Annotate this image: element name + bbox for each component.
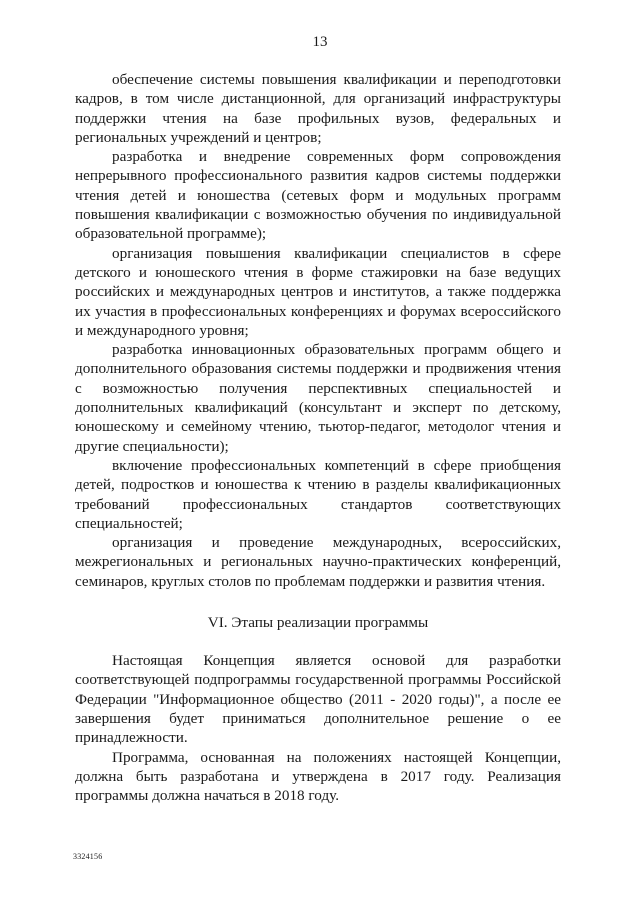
paragraph: разработка инновационных образовательных программ общего и дополнительного образования системы поддержки и продвижения чтения с возможностью получения перспективных специальностей и дополнительных квалификаций (консультант и эксперт по детскому, юношескому и семейному чтению, тьютор-педагог, методолог чтения и другие специальности);: [75, 341, 561, 455]
paragraph: включение профессиональных компетенций в сфере приобщения детей, подростков и юношества к чтению в разделы квалификационных требований профессиональных стандартов соответствующих специальностей;: [75, 456, 561, 532]
paragraph: обеспечение системы повышения квалификации и переподготовки кадров, в том числе дистанционной, для организаций инфраструктуры поддержки чтения на базе профильных вузов, федеральных и региональных учреждений и центров;: [75, 71, 561, 146]
document-body: [75, 70, 561, 805]
document-code: 3324156: [73, 852, 103, 861]
paragraph: Настоящая Концепция является основой для разработки соответствующей подпрограммы государственной программы Российской Федерации "Информационное общество (2011 - 2020 годы)", а после ее завершения будет приниматься дополнительное решение о ее принадлежности.: [75, 652, 561, 747]
page-number: 13: [312, 34, 328, 50]
paragraph: разработка и внедрение современных форм сопровождения непрерывного профессионального развития кадров системы поддержки чтения детей и юношества (сетевых форм и модульных программ повышения квалификации с возможностью обучения по индивидуальной образовательной программе);: [75, 148, 561, 243]
paragraph: Программа, основанная на положениях настоящей Концепции, должна быть разработана и утверждена в 2017 году. Реализация программы должна начаться в 2018 году.: [75, 748, 561, 805]
paragraph: организация повышения квалификации специалистов в сфере детского и юношеского чтения в форме стажировки на базе ведущих российских и международных центров и институтов, а также поддержка их участия в профессиональных конференциях и форумах всероссийского и международного уровня;: [75, 244, 561, 339]
paragraph: организация и проведение международных, всероссийских, межрегиональных и региональных научно-практических конференций, семинаров, круглых столов по проблемам поддержки и развития чтения.: [75, 534, 561, 590]
section-heading: VI. Этапы реализации программы: [207, 614, 429, 632]
